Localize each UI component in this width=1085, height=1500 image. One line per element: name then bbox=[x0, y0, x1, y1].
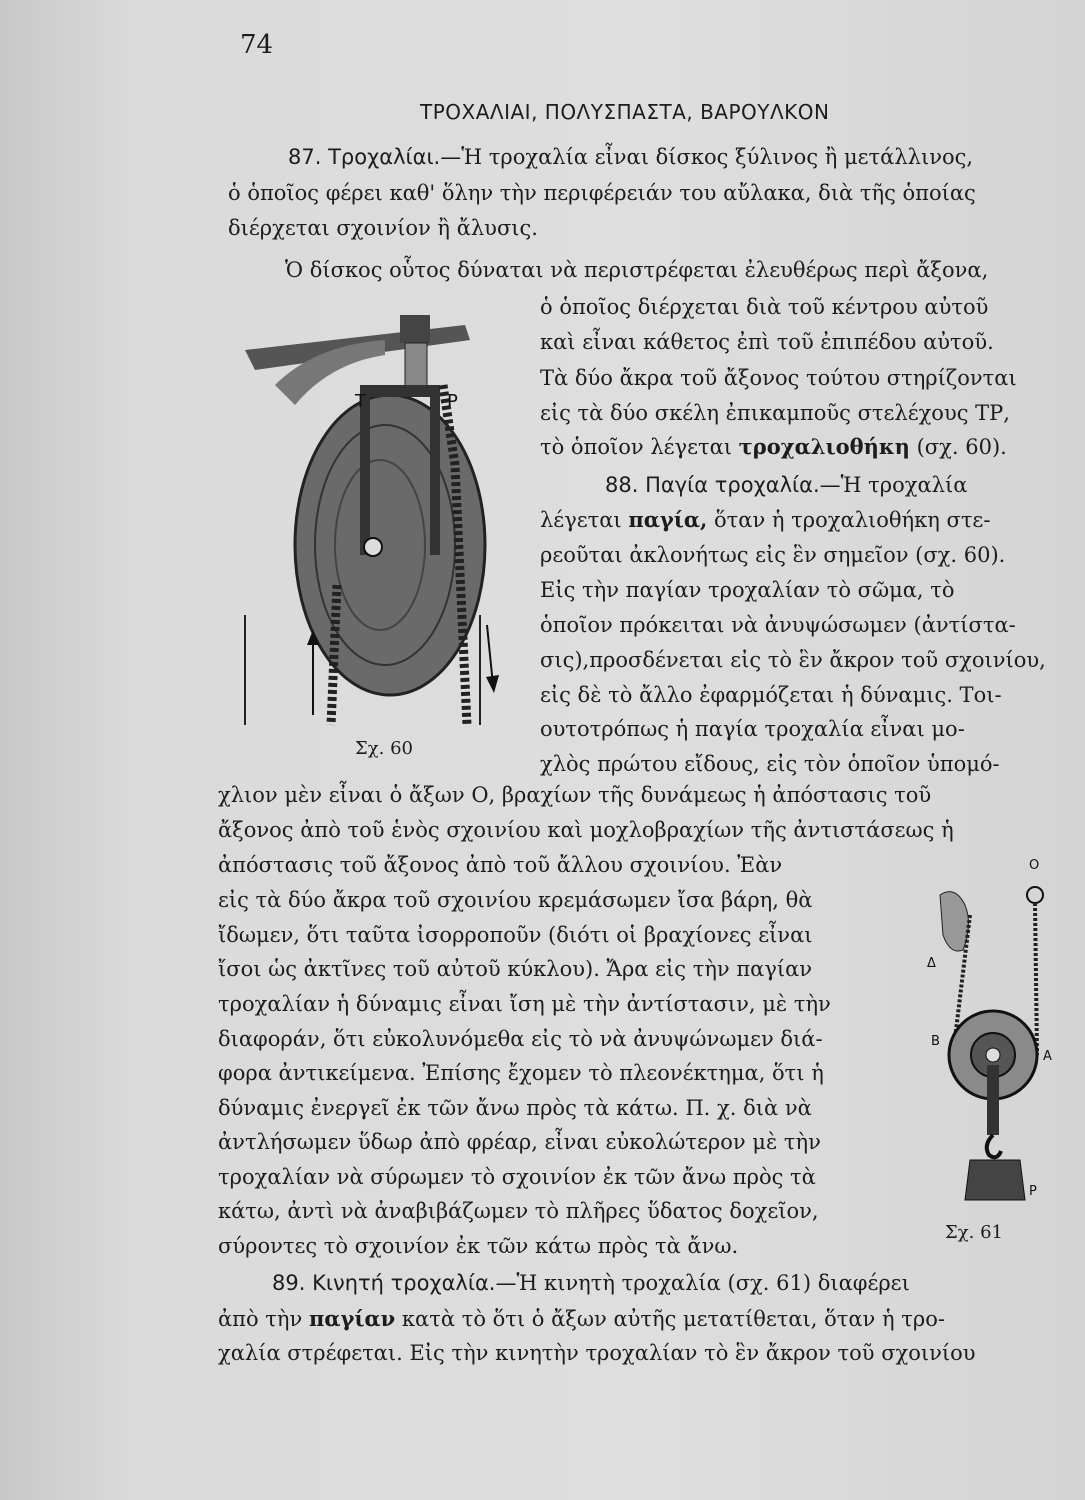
paragraph-line: Εἰς τὴν παγίαν τροχαλίαν τὸ σῶμα, τὸ bbox=[540, 578, 955, 602]
page-number: 74 bbox=[240, 30, 274, 60]
paragraph-line: ὁ ὁποῖος φέρει καθ' ὅλην τὴν περιφέρειάν του αὔλακα, διὰ τῆς ὁποίας bbox=[228, 181, 976, 205]
text-span: κατὰ τὸ ὅτι ὁ ἄξων αὐτῆς μετατίθεται, ὅταν ἡ τρο- bbox=[395, 1307, 945, 1331]
paragraph-line: εἰς δὲ τὸ ἄλλο ἐφαρμόζεται ἡ δύναμις. Τοι- bbox=[540, 683, 1002, 707]
paragraph-line: χλὸς πρώτου εἴδους, εἰς τὸν ὁποῖον ὑπομό- bbox=[540, 752, 1000, 776]
text-span: ἀπὸ τὴν bbox=[218, 1307, 309, 1331]
paragraph-line: καὶ εἶναι κάθετος ἐπὶ τοῦ ἐπιπέδου αὐτοῦ. bbox=[540, 330, 994, 354]
paragraph-line bbox=[272, 1268, 910, 1298]
paragraph-line: ἀντλήσωμεν ὕδωρ ἀπὸ φρέαρ, εἶναι εὐκολώτερον μὲ τὴν bbox=[218, 1130, 821, 1154]
fixed-pulley-figure bbox=[235, 285, 525, 735]
paragraph-line: ὁ ὁποῖος διέρχεται διὰ τοῦ κέντρου αὐτοῦ bbox=[540, 295, 989, 319]
paragraph-line bbox=[605, 470, 967, 500]
paragraph-line: χλιον μὲν εἶναι ὁ ἄξων Ο, βραχίων τῆς δυνάμεως ἡ ἀπόστασις τοῦ bbox=[218, 783, 932, 807]
bold-term: τροχαλιοθήκη bbox=[738, 434, 910, 459]
figure-61-caption: Σχ. 61 bbox=[945, 1222, 1003, 1243]
text-span: (σχ. 60). bbox=[909, 435, 1007, 459]
label-t: Τ bbox=[355, 391, 366, 412]
section-number: 87. bbox=[288, 145, 322, 169]
text-span: λέγεται bbox=[540, 508, 629, 532]
label-p: Ρ bbox=[447, 391, 458, 412]
paragraph-line: ἴδωμεν, ὅτι ταῦτα ἰσορροποῦν (διότι οἱ βραχίονες εἶναι bbox=[218, 923, 813, 947]
paragraph-line: ἄξονος ἀπὸ τοῦ ἑνὸς σχοινίου καὶ μοχλοβραχίων τῆς ἀντιστάσεως ἡ bbox=[218, 818, 954, 842]
paragraph-line: ἴσοι ὡς ἀκτῖνες τοῦ αὐτοῦ κύκλου). Ἄρα εἰς τὴν παγίαν bbox=[218, 957, 813, 981]
label-o: Ο bbox=[1029, 858, 1040, 873]
paragraph-line: τροχαλίαν νὰ σύρωμεν τὸ σχοινίον ἐκ τῶν ἄνω πρὸς τὰ bbox=[218, 1165, 816, 1189]
paragraph-line: διέρχεται σχοινίον ἢ ἄλυσις. bbox=[228, 216, 538, 240]
paragraph-line: χαλία στρέφεται. Εἰς τὴν κινητὴν τροχαλίαν τὸ ἓν ἄκρον τοῦ σχοινίου bbox=[218, 1341, 976, 1365]
text-span: Ἡ τροχαλία bbox=[840, 473, 968, 497]
movable-pulley-figure bbox=[925, 855, 1065, 1225]
label-d: Δ bbox=[927, 956, 936, 971]
text-span: τὸ ὁποῖον λέγεται bbox=[540, 435, 739, 459]
figure-60-caption: Σχ. 60 bbox=[355, 738, 413, 759]
section-number: 88. bbox=[605, 473, 639, 497]
paragraph-line bbox=[540, 505, 990, 535]
paragraph-line: εἰς τὰ δύο σκέλη ἐπικαμποῦς στελέχους ΤΡ, bbox=[540, 401, 1010, 425]
bold-term: παγία, bbox=[628, 507, 708, 532]
section-title: Παγία τροχαλία.— bbox=[645, 473, 841, 497]
label-p: Ρ bbox=[1029, 1184, 1037, 1199]
bold-term: παγίαν bbox=[308, 1306, 396, 1331]
paragraph-line: σις),προσδένεται εἰς τὸ ἓν ἄκρον τοῦ σχοινίου, bbox=[540, 648, 1046, 672]
section-title: Κινητή τροχαλία.— bbox=[312, 1271, 517, 1295]
paragraph-line: ρεοῦται ἀκλονήτως εἰς ἓν σημεῖον (σχ. 60). bbox=[540, 543, 1006, 567]
label-a: Α bbox=[1043, 1049, 1052, 1064]
paragraph-line: τροχαλίαν ἡ δύναμις εἶναι ἴση μὲ τὴν ἀντίστασιν, μὲ τὴν bbox=[218, 992, 831, 1016]
section-number: 89. bbox=[272, 1271, 306, 1295]
paragraph-line: ὁποῖον πρόκειται νὰ ἀνυψώσωμεν (ἀντίστα- bbox=[540, 613, 1016, 637]
paragraph-line: δύναμις ἐνεργεῖ ἐκ τῶν ἄνω πρὸς τὰ κάτω. Π. χ. διὰ νὰ bbox=[218, 1096, 812, 1120]
label-b: Β bbox=[931, 1034, 940, 1049]
paragraph-line: φορα ἀντικείμενα. Ἐπίσης ἔχομεν τὸ πλεονέκτημα, ὅτι ἡ bbox=[218, 1061, 824, 1085]
paragraph-line: σύροντες τὸ σχοινίον ἐκ τῶν κάτω πρὸς τὰ ἄνω. bbox=[218, 1234, 739, 1258]
paragraph-line: εἰς τὰ δύο ἄκρα τοῦ σχοινίου κρεμάσωμεν ἴσα βάρη, θὰ bbox=[218, 888, 813, 912]
paragraph-line bbox=[218, 1304, 945, 1334]
paragraph-line bbox=[540, 432, 1007, 462]
paragraph-line: Ὁ δίσκος οὗτος δύναται νὰ περιστρέφεται ἐλευθέρως περὶ ἄξονα, bbox=[285, 258, 989, 282]
section-title: Τροχαλίαι.— bbox=[328, 145, 462, 169]
chapter-header: ΤΡΟΧΑΛΙΑΙ, ΠΟΛΥΣΠΑΣΤΑ, ΒΑΡΟΥΛΚΟΝ bbox=[420, 100, 830, 124]
text-span: Ἡ τροχαλία εἶναι δίσκος ξύλινος ἢ μετάλλινος, bbox=[461, 145, 974, 169]
paragraph-line: κάτω, ἀντὶ νὰ ἀναβιβάζωμεν τὸ πλῆρες ὕδατος δοχεῖον, bbox=[218, 1199, 819, 1223]
paragraph-line: διαφοράν, ὅτι εὐκολυνόμεθα εἰς τὸ νὰ ἀνυψώνωμεν διά- bbox=[218, 1027, 823, 1051]
paragraph-line: ουτοτρόπως ἡ παγία τροχαλία εἶναι μο- bbox=[540, 717, 965, 741]
paragraph-line: Τὰ δύο ἄκρα τοῦ ἄξονος τούτου στηρίζονται bbox=[540, 366, 1017, 390]
text-span: ὅταν ἡ τροχαλιοθήκη στε- bbox=[707, 508, 991, 532]
text-span: Ἡ κινητὴ τροχαλία (σχ. 61) διαφέρει bbox=[516, 1271, 910, 1295]
paragraph-line bbox=[288, 142, 973, 172]
paragraph-line: ἀπόστασις τοῦ ἄξονος ἀπὸ τοῦ ἄλλου σχοινίου. Ἐὰν bbox=[218, 853, 783, 877]
